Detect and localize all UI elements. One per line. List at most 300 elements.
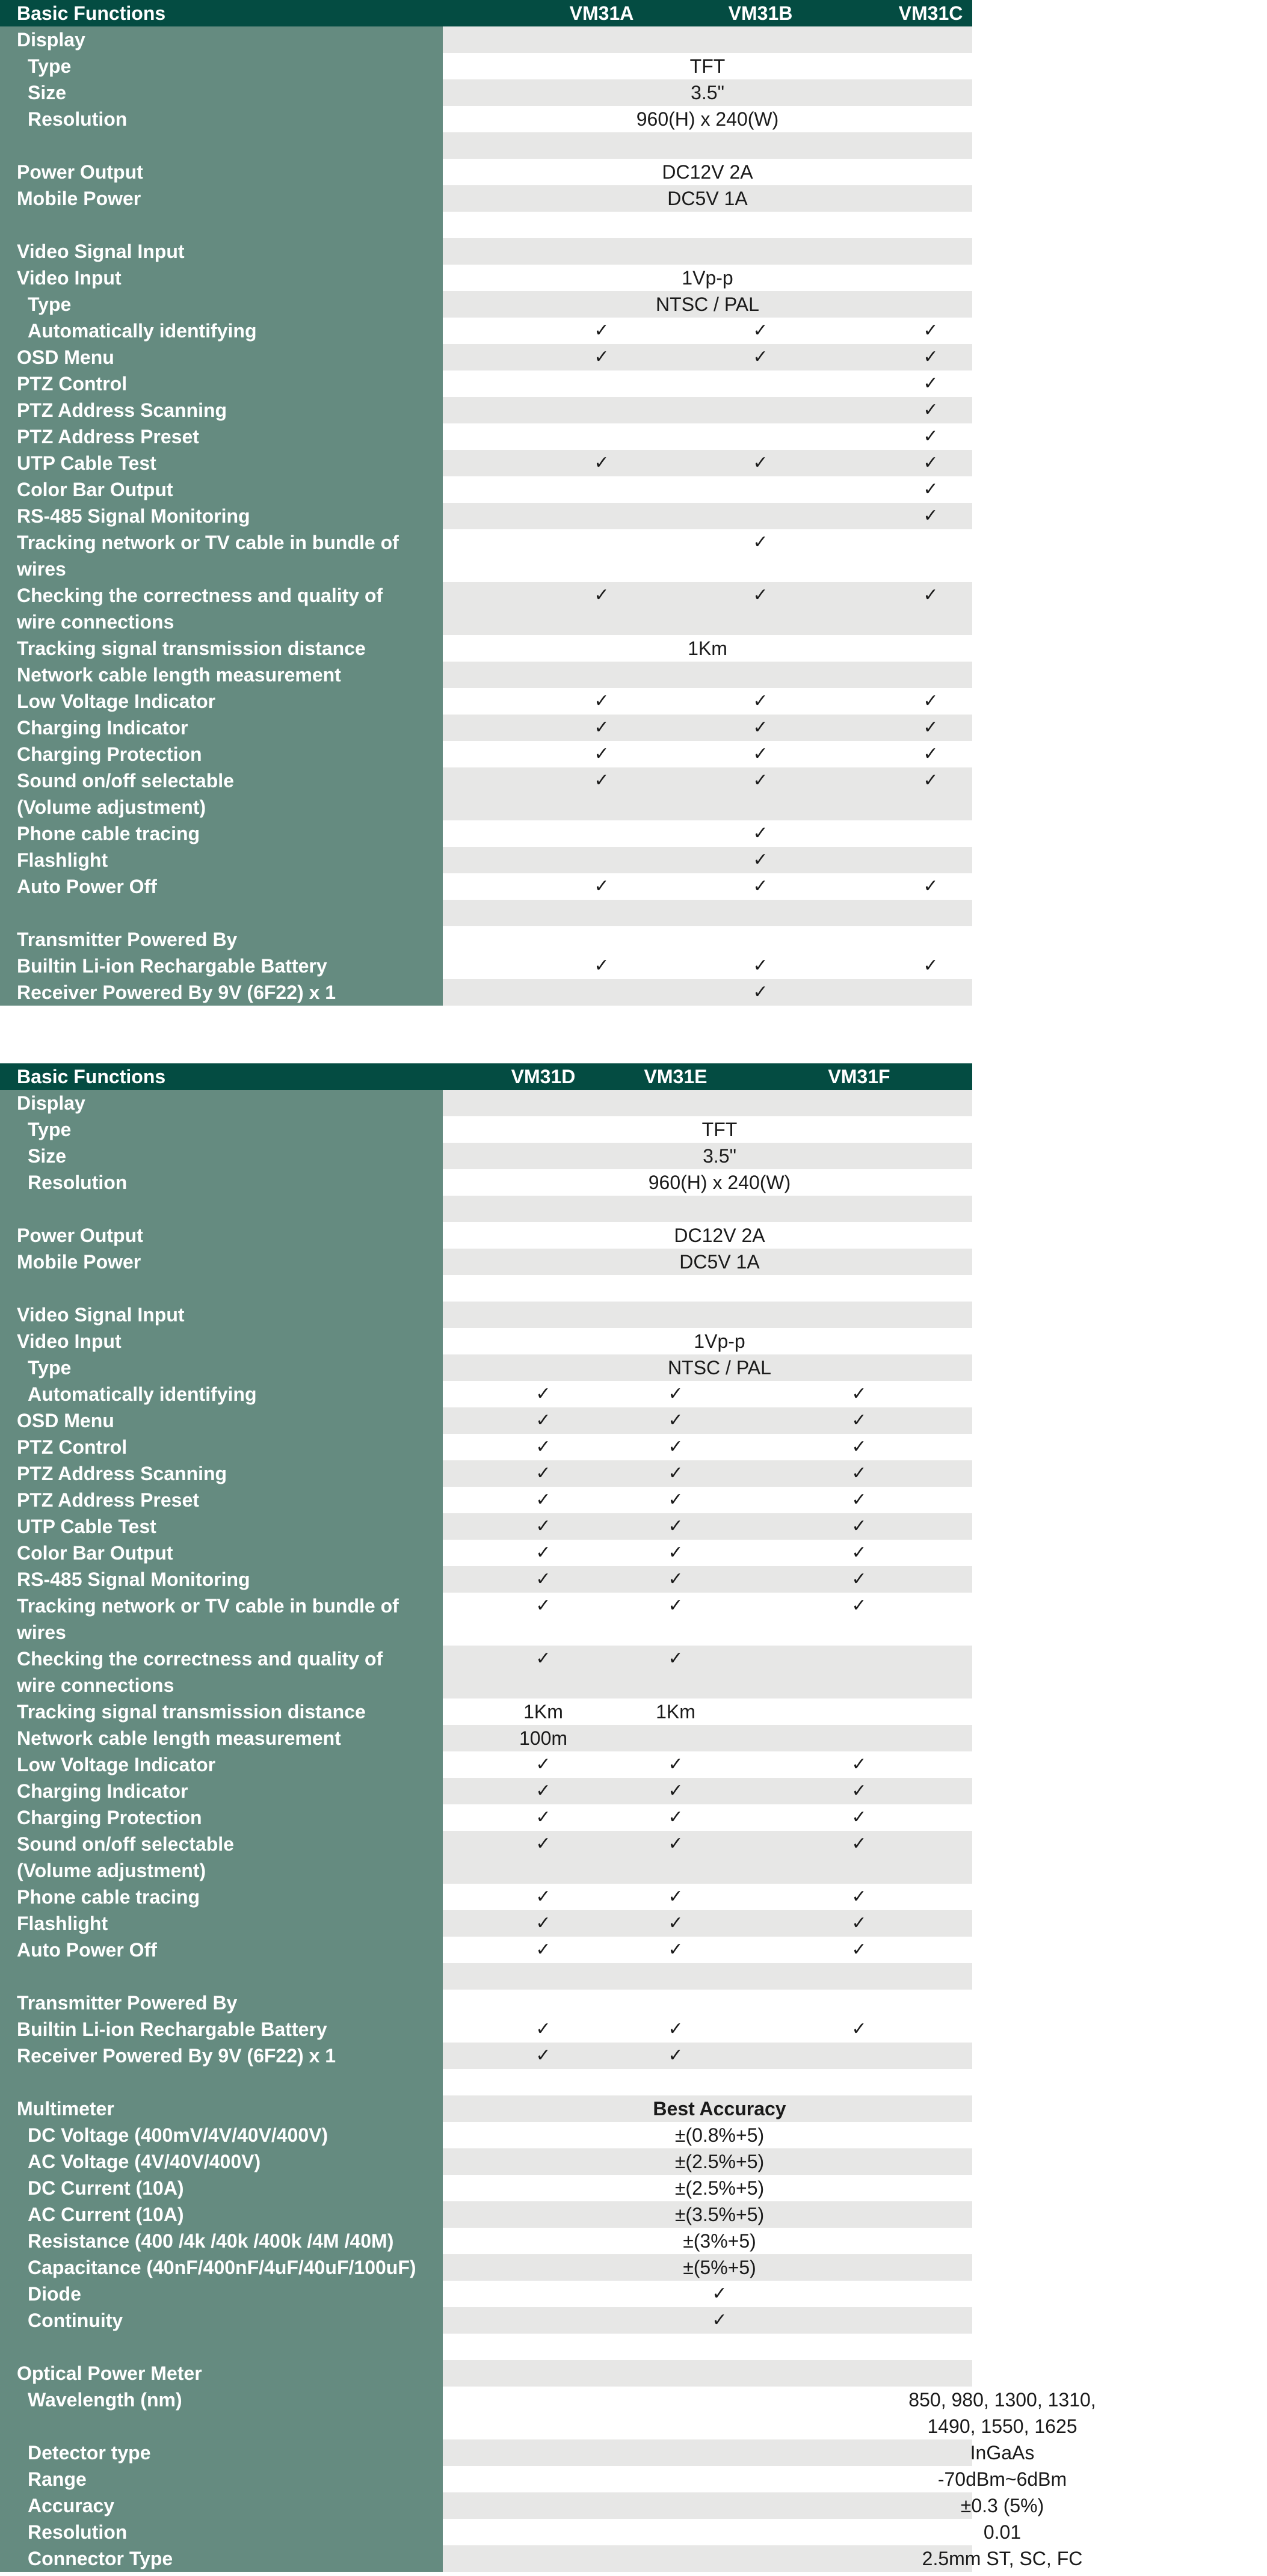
spec-values [443, 820, 972, 847]
check-icon: ✓ [668, 1542, 683, 1563]
spec-row [0, 1513, 972, 1540]
spec-label: PTZ Address Scanning [0, 397, 443, 423]
spec-label: OSD Menu [0, 344, 443, 370]
spec-values [443, 1778, 972, 1804]
spec-values [443, 2043, 972, 2069]
spec-value: DC12V 2A [662, 161, 753, 183]
spec-values [443, 2095, 972, 2122]
check-icon: ✓ [594, 690, 609, 712]
spec-label: Resistance (400 /4k /40k /400k /4M /40M) [0, 2228, 443, 2254]
spec-row [0, 1196, 972, 1222]
spec-label [0, 2334, 443, 2360]
spec-label: Video Input [0, 265, 443, 291]
spec-values [443, 1249, 972, 1275]
spec-row [0, 503, 972, 529]
check-icon: ✓ [753, 982, 768, 1003]
spec-value: Best Accuracy [653, 2098, 786, 2120]
spec-label [0, 1196, 443, 1222]
check-icon: ✓ [535, 1833, 551, 1854]
spec-label [0, 132, 443, 159]
spec-value: ±(3.5%+5) [674, 2204, 765, 2225]
spec-values [443, 2519, 1022, 2545]
spec-label: Transmitter Powered By Builtin Li-ion Rechargable Battery [0, 926, 443, 979]
spec-values [443, 741, 972, 767]
spec-row [0, 2043, 972, 2069]
check-icon: ✓ [923, 690, 939, 712]
spec-values [443, 1990, 972, 2043]
spec-value: 0.01 [983, 2521, 1022, 2543]
spec-row [0, 238, 972, 265]
spec-row [0, 106, 972, 132]
check-icon: ✓ [594, 452, 609, 473]
check-icon: ✓ [851, 1516, 867, 1537]
check-icon: ✓ [535, 1913, 551, 1934]
spec-label: Auto Power Off [0, 873, 443, 900]
spec-values [443, 2122, 972, 2148]
check-icon: ✓ [668, 1754, 683, 1775]
spec-row [0, 1407, 972, 1434]
spec-value: 1Km [688, 638, 727, 659]
spec-values [443, 688, 972, 715]
spec-label: UTP Cable Test [0, 450, 443, 476]
spec-value: 1Vp-p [694, 1330, 745, 1352]
spec-values [443, 212, 972, 238]
spec-label: PTZ Address Preset [0, 423, 443, 450]
spec-label: UTP Cable Test [0, 1513, 443, 1540]
check-icon: ✓ [668, 1807, 683, 1828]
spec-label: Network cable length measurement [0, 1725, 443, 1751]
check-icon: ✓ [851, 1754, 867, 1775]
check-icon: ✓ [668, 1516, 683, 1537]
spec-values [443, 979, 972, 1006]
spec-label: Optical Power Meter [0, 2360, 443, 2387]
model-name: VM31D [511, 1066, 576, 1087]
spec-values [443, 26, 972, 53]
spec-label: Receiver Powered By 9V (6F22) x 1 [0, 2043, 443, 2069]
check-icon: ✓ [535, 1780, 551, 1801]
spec-value: 2.5mm ST, SC, FC [922, 2548, 1083, 2569]
spec-value: NTSC / PAL [668, 1357, 771, 1379]
spec-table-vm31d-f [0, 1063, 1096, 2572]
spec-row [0, 1937, 972, 1963]
spec-label: Type [0, 53, 443, 79]
check-icon: ✓ [923, 479, 939, 500]
spec-values [443, 1884, 972, 1910]
spec-value: NTSC / PAL [656, 294, 759, 315]
header-label: Basic Functions [0, 1063, 443, 1090]
check-icon: ✓ [594, 770, 609, 791]
check-icon: ✓ [923, 876, 939, 897]
spec-label: Wavelength (nm) [0, 2387, 443, 2439]
spec-values [443, 2201, 972, 2228]
check-icon: ✓ [753, 532, 768, 553]
spec-row [0, 476, 972, 503]
check-icon: ✓ [923, 717, 939, 738]
spec-values [443, 1910, 972, 1937]
spec-label: Resolution [0, 106, 443, 132]
spec-values [443, 2069, 972, 2095]
spec-label: PTZ Control [0, 1434, 443, 1460]
check-icon: ✓ [923, 346, 939, 367]
spec-values [443, 2545, 1083, 2572]
check-icon: ✓ [535, 1648, 551, 1669]
check-icon: ✓ [668, 1648, 683, 1669]
spec-values [443, 662, 972, 688]
spec-values [443, 1328, 972, 1354]
check-icon: ✓ [851, 1939, 867, 1960]
spec-table-vm31a-c [0, 0, 972, 1006]
spec-row [0, 1116, 972, 1143]
spec-label [0, 2069, 443, 2095]
spec-row [0, 1593, 972, 1646]
spec-label: Sound on/off selectable (Volume adjustment) [0, 1831, 443, 1884]
spec-value: ±(3%+5) [683, 2230, 756, 2252]
spec-value: 100m [519, 1727, 568, 1749]
spec-values [443, 1937, 972, 1963]
spec-label: Range [0, 2466, 443, 2492]
spec-label: Tracking network or TV cable in bundle of wires [0, 529, 443, 582]
spec-label: Continuity [0, 2307, 443, 2334]
header-models [443, 0, 972, 26]
check-icon: ✓ [923, 399, 939, 420]
spec-row [0, 1381, 972, 1407]
spec-row [0, 582, 972, 635]
spec-value: 1Vp-p [682, 267, 733, 289]
spec-values [443, 1646, 972, 1698]
spec-value: ±0.3 (5%) [960, 2495, 1044, 2516]
check-icon: ✓ [753, 346, 768, 367]
spec-values [443, 1090, 972, 1116]
spec-row [0, 1751, 972, 1778]
spec-values [443, 1407, 972, 1434]
check-icon: ✓ [535, 1383, 551, 1404]
spec-row [0, 688, 972, 715]
check-icon: ✓ [923, 585, 939, 606]
spec-label [0, 212, 443, 238]
spec-row [0, 132, 972, 159]
spec-value: 1Km [656, 1701, 695, 1723]
check-icon: ✓ [851, 1383, 867, 1404]
spec-row [0, 529, 972, 582]
model-name: VM31A [569, 2, 634, 24]
spec-label: Receiver Powered By 9V (6F22) x 1 [0, 979, 443, 1006]
spec-row [0, 1249, 972, 1275]
spec-values [443, 450, 972, 476]
spec-values [443, 1963, 972, 1990]
spec-label: Tracking network or TV cable in bundle of wires [0, 1593, 443, 1646]
spec-values [443, 2175, 972, 2201]
check-icon: ✓ [923, 373, 939, 394]
check-icon: ✓ [535, 1516, 551, 1537]
spec-row [0, 450, 972, 476]
spec-label: Video Signal Input [0, 238, 443, 265]
spec-row [0, 2387, 1096, 2439]
spec-values [443, 1566, 972, 1593]
spec-value: ±(2.5%+5) [674, 2151, 765, 2172]
spec-values [443, 2254, 972, 2281]
check-icon: ✓ [535, 1410, 551, 1431]
spec-row [0, 662, 972, 688]
spec-row [0, 1646, 972, 1698]
spec-row [0, 265, 972, 291]
spec-values [443, 1169, 972, 1196]
spec-label: Automatically identifying [0, 318, 443, 344]
spec-row [0, 2519, 1022, 2545]
check-icon: ✓ [753, 717, 768, 738]
model-name: VM31B [728, 2, 793, 24]
spec-label: Resolution [0, 2519, 443, 2545]
spec-value: ±(0.8%+5) [674, 2124, 765, 2146]
spec-label: Size [0, 1143, 443, 1169]
spec-value: 3.5" [703, 1145, 736, 1167]
spec-value: 3.5" [691, 82, 724, 103]
spec-label: Resolution [0, 1169, 443, 1196]
spec-values [443, 2148, 972, 2175]
spec-values [443, 503, 972, 529]
spec-values [443, 1513, 972, 1540]
spec-label: OSD Menu [0, 1407, 443, 1434]
spec-label: RS-485 Signal Monitoring [0, 503, 443, 529]
spec-row [0, 79, 972, 106]
spec-row [0, 635, 972, 662]
spec-label: PTZ Control [0, 370, 443, 397]
check-icon: ✓ [753, 770, 768, 791]
check-icon: ✓ [594, 346, 609, 367]
check-icon: ✓ [535, 2018, 551, 2040]
spec-values [443, 2228, 972, 2254]
spec-values [443, 106, 972, 132]
spec-value: DC12V 2A [674, 1225, 765, 1246]
spec-row [0, 1487, 972, 1513]
check-icon: ✓ [668, 1383, 683, 1404]
spec-label: Phone cable tracing [0, 820, 443, 847]
spec-row [0, 1884, 972, 1910]
spec-values [443, 847, 972, 873]
table-header [0, 0, 972, 26]
check-icon: ✓ [668, 1410, 683, 1431]
spec-label: Video Signal Input [0, 1302, 443, 1328]
spec-row [0, 2281, 972, 2307]
check-icon: ✓ [594, 743, 609, 764]
spec-label: Tracking signal transmission distance [0, 635, 443, 662]
check-icon: ✓ [668, 1595, 683, 1616]
spec-label: Mobile Power [0, 185, 443, 212]
spec-values [443, 397, 972, 423]
spec-values [443, 1593, 972, 1646]
check-icon: ✓ [668, 1436, 683, 1457]
spec-values [443, 2439, 1035, 2466]
spec-label: Mobile Power [0, 1249, 443, 1275]
spec-row [0, 2148, 972, 2175]
spec-row [0, 1540, 972, 1566]
spec-row [0, 1354, 972, 1381]
check-icon: ✓ [535, 1569, 551, 1590]
model-name: VM31F [828, 1066, 890, 1087]
check-icon: ✓ [668, 1489, 683, 1510]
check-icon: ✓ [535, 1463, 551, 1484]
spec-row [0, 847, 972, 873]
spec-value: ±(2.5%+5) [674, 2177, 765, 2199]
spec-label: Connector Type [0, 2545, 443, 2572]
check-icon: ✓ [535, 1939, 551, 1960]
spec-value: 850, 980, 1300, 1310, 1490, 1550, 1625 [908, 2389, 1096, 2437]
spec-label: Type [0, 291, 443, 318]
spec-values [443, 318, 972, 344]
check-icon: ✓ [594, 585, 609, 606]
check-icon: ✓ [753, 743, 768, 764]
check-icon: ✓ [668, 1569, 683, 1590]
spec-row [0, 397, 972, 423]
check-icon: ✓ [851, 1886, 867, 1907]
spec-values [443, 1196, 972, 1222]
spec-values [443, 873, 972, 900]
spec-row [0, 2307, 972, 2334]
spec-row [0, 159, 972, 185]
check-icon: ✓ [535, 1595, 551, 1616]
spec-row [0, 1275, 972, 1302]
spec-values [443, 291, 972, 318]
spec-label: Power Output [0, 159, 443, 185]
spec-label: Diode [0, 2281, 443, 2307]
spec-values [443, 582, 972, 635]
spec-row [0, 1090, 972, 1116]
spec-values [443, 2387, 1096, 2439]
spec-label: Auto Power Off [0, 1937, 443, 1963]
spec-row [0, 767, 972, 820]
check-icon: ✓ [851, 1833, 867, 1854]
check-icon: ✓ [923, 955, 939, 976]
spec-row [0, 344, 972, 370]
spec-label: Flashlight [0, 847, 443, 873]
spec-label: Charging Protection [0, 1804, 443, 1831]
spec-label: Size [0, 79, 443, 106]
check-icon: ✓ [668, 1780, 683, 1801]
check-icon: ✓ [535, 1754, 551, 1775]
spec-values [443, 1354, 972, 1381]
spec-label: Power Output [0, 1222, 443, 1249]
spec-row [0, 2466, 1067, 2492]
spec-label: Automatically identifying [0, 1381, 443, 1407]
spec-values [443, 1804, 972, 1831]
spec-label: AC Current (10A) [0, 2201, 443, 2228]
check-icon: ✓ [668, 2018, 683, 2040]
check-icon: ✓ [668, 2045, 683, 2066]
spec-values [443, 1381, 972, 1407]
spec-row [0, 1222, 972, 1249]
spec-label: Checking the correctness and quality of wire connections [0, 582, 443, 635]
spec-row [0, 318, 972, 344]
spec-values [443, 715, 972, 741]
spec-value: ±(5%+5) [683, 2257, 756, 2278]
spec-row [0, 53, 972, 79]
spec-values [443, 1434, 972, 1460]
spec-row [0, 2175, 972, 2201]
spec-row [0, 1990, 972, 2043]
spec-value: ✓ [712, 2283, 727, 2304]
spec-label: Charging Indicator [0, 715, 443, 741]
spec-label: Type [0, 1116, 443, 1143]
spec-label: Tracking signal transmission distance [0, 1698, 443, 1725]
spec-values [443, 476, 972, 503]
spec-values [443, 1751, 972, 1778]
spec-values [443, 1116, 972, 1143]
spec-values [443, 1725, 972, 1751]
spec-row [0, 2545, 1083, 2572]
spec-label: Color Bar Output [0, 1540, 443, 1566]
check-icon: ✓ [851, 1913, 867, 1934]
spec-values [443, 1540, 972, 1566]
spec-row [0, 900, 972, 926]
spec-row [0, 979, 972, 1006]
spec-row [0, 1831, 972, 1884]
check-icon: ✓ [535, 1542, 551, 1563]
check-icon: ✓ [851, 1463, 867, 1484]
spec-value: InGaAs [970, 2442, 1035, 2464]
check-icon: ✓ [535, 1807, 551, 1828]
spec-label: Multimeter [0, 2095, 443, 2122]
check-icon: ✓ [851, 1807, 867, 1828]
spec-values [443, 2360, 972, 2387]
spec-values [443, 159, 972, 185]
spec-label: DC Voltage (400mV/4V/40V/400V) [0, 2122, 443, 2148]
spec-label: Color Bar Output [0, 476, 443, 503]
spec-value: 1Km [523, 1701, 563, 1723]
spec-values [443, 238, 972, 265]
spec-label: Flashlight [0, 1910, 443, 1937]
model-name: VM31C [898, 2, 963, 24]
spec-row [0, 212, 972, 238]
check-icon: ✓ [594, 876, 609, 897]
check-icon: ✓ [923, 426, 939, 447]
spec-value: 960(H) x 240(W) [636, 108, 779, 130]
spec-values [443, 1698, 972, 1725]
spec-row [0, 185, 972, 212]
spec-values [443, 2466, 1067, 2492]
spec-label: Capacitance (40nF/400nF/4uF/40uF/100uF) [0, 2254, 443, 2281]
check-icon: ✓ [923, 770, 939, 791]
spec-value: -70dBm~6dBm [937, 2468, 1067, 2490]
spec-values [443, 344, 972, 370]
spec-values [443, 79, 972, 106]
check-icon: ✓ [753, 585, 768, 606]
spec-row [0, 2254, 972, 2281]
spec-values [443, 529, 972, 582]
spec-label: Phone cable tracing [0, 1884, 443, 1910]
check-icon: ✓ [753, 849, 768, 870]
check-icon: ✓ [535, 2045, 551, 2066]
spec-label: Low Voltage Indicator [0, 1751, 443, 1778]
spec-row [0, 2492, 1044, 2519]
spec-values [443, 2307, 972, 2334]
spec-row [0, 370, 972, 397]
spec-row [0, 1434, 972, 1460]
spec-values [443, 1831, 972, 1884]
spec-values [443, 423, 972, 450]
spec-values [443, 1487, 972, 1513]
spec-label: Charging Indicator [0, 1778, 443, 1804]
check-icon: ✓ [851, 1410, 867, 1431]
check-icon: ✓ [753, 823, 768, 844]
spec-values [443, 2334, 972, 2360]
spec-row [0, 2095, 972, 2122]
check-icon: ✓ [923, 320, 939, 341]
spec-label: DC Current (10A) [0, 2175, 443, 2201]
spec-label [0, 1963, 443, 1990]
spec-label: Transmitter Powered By Builtin Li-ion Rechargable Battery [0, 1990, 443, 2043]
check-icon: ✓ [594, 320, 609, 341]
check-icon: ✓ [923, 452, 939, 473]
check-icon: ✓ [535, 1489, 551, 1510]
